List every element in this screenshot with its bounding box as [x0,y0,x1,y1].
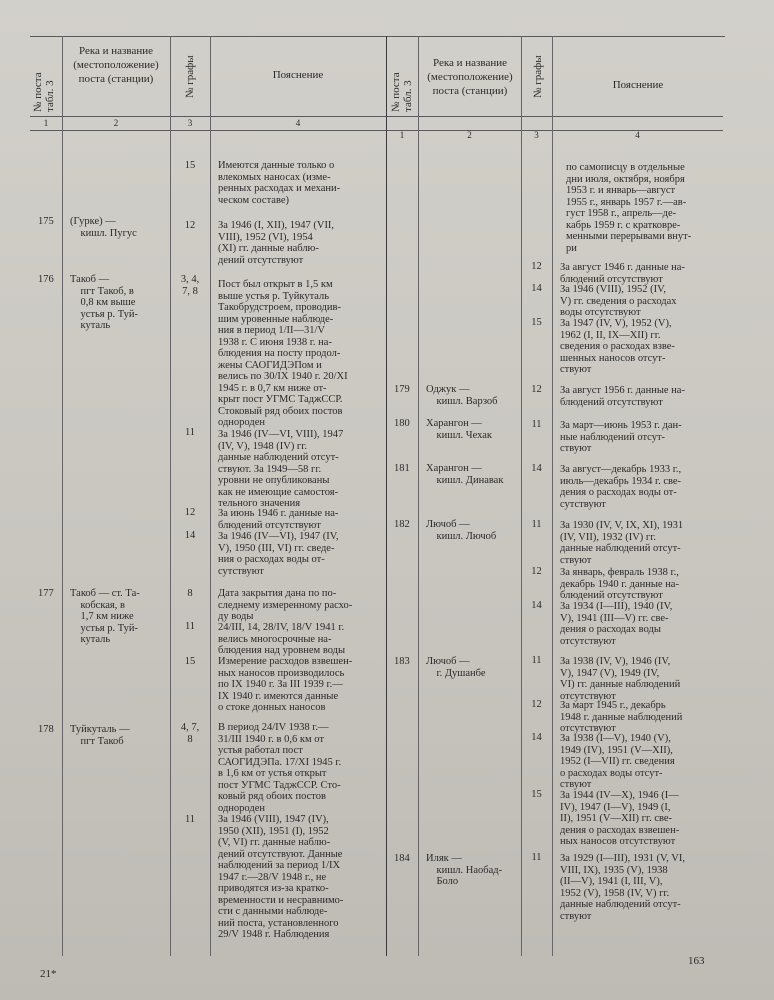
explanation-text: За 1938 (IV, V), 1946 (IV, V), 1947 (V), 1949 (IV, VI) гг. данные наблюдений отсутствуют [560,656,681,702]
column-number: 12 [531,384,542,395]
explanation-text: За 1946 (IV—VI, VIII), 1947 (IV, V), 1948 (IV) гг. данные наблюдений отсут- ствуют. За 1949—58 гг. уровни не опубликованы как не имеющие самостоя- тельного значения [218,429,344,509]
explanation-header: Пояснение [612,79,664,91]
explanation-header: Пояснение [272,69,324,81]
signature-mark: 21* [40,968,57,980]
column-number: 4, 7, 8 [180,722,200,745]
post-number: 179 [394,384,410,395]
river-station: Лючоб — кишл. Лючоб [426,519,497,542]
explanation-text: За 1934 (I—III), 1940 (IV, V), 1941 (III—V) гг. све- дения о расходах воды отсутствуют [560,601,673,647]
explanation-text: В период 24/IV 1938 г.— 31/III 1940 г. в 0,6 км от устья работал пост САОГИДЭПа. 17/XI 1945 г. в 1,6 км от устья открыт пост УГМС ТаджССР. Сто- ковый ряд обоих постов однороден [218,722,342,814]
column-number: 12 [531,261,542,272]
explanation-text: За август 1946 г. данные на- блюдений отсутствуют [560,262,685,285]
col-divider [62,36,63,956]
post-no-header: № поста табл. 3 [390,72,414,112]
column-number: 8 [187,588,193,599]
explanation-text: За 1930 (IV, V, IX, XI), 1931 (IV, VII), 1932 (IV) гг. данные наблюдений отсут- ствуют [560,520,684,566]
column-number: 12 [531,566,542,577]
post-number: 181 [394,463,410,474]
river-station: Оджук — кишл. Варзоб [426,384,498,407]
explanation-text: За 1946 (VIII), 1947 (IV), 1950 (XII), 1951 (I), 1952 (V, VI) гг. данные наблю- дений отсутствуют. Данные наблюдений за период 1/IX 1947 г.—28/V 1948 г., не приводятся из-за кратко- временности и несравнимо- сти с данными наблюде- ний поста, установленного 29/V 1948 г. Наблюдения [218,814,344,940]
explanation-text: 24/III, 14, 28/IV, 18/V 1941 г. велись многосрочные на- блюдения над уровнем воды [218,622,346,656]
explanation-text: Имеются данные только о влекомых наносах (изме- ренных расходах и механи- ческом составе) [218,160,341,206]
top-rule [30,36,725,37]
column-number: 12 [184,507,196,518]
explanation-text: За 1938 (I—V), 1940 (V), 1949 (IV), 1951 (V—XII), 1952 (I—VII) гг. сведения о расходах воды отсут- ствуют [560,733,675,790]
explanation-text: За 1946 (IV—VI), 1947 (IV, V), 1950 (III, VI) гг. сведе- ния о расходах воды от- сутствуют [218,531,339,577]
explanation-text: За 1946 (VIII), 1952 (IV, V) гг. сведения о расходах воды отсутствуют [560,284,677,318]
post-number: 177 [38,588,54,599]
col-num: 2 [467,130,472,140]
column-number: 14 [531,463,542,474]
col-divider [552,36,553,956]
column-number: 11 [184,427,196,438]
column-number: 14 [531,283,542,294]
column-number: 14 [184,530,196,541]
post-number: 176 [38,274,54,285]
river-station: Харангон — кишл. Чехак [426,418,493,441]
river-station: Такоб — пгт Такоб, в 0,8 км выше устья р. Туй- куталь [70,274,138,331]
explanation-text: Измерение расходов взвешен- ных наносов производилось по IX 1940 г. За III 1939 г.— IX 1940 г. имеются данные о стоке донных наносов [218,656,353,713]
post-number: 180 [394,418,410,429]
explanation-text: За март—июнь 1953 г. дан- ные наблюдений отсут- ствуют [560,420,682,454]
post-no-header: № поста табл. 3 [32,72,56,112]
explanation-text: За 1944 (IV—X), 1946 (I— IV), 1947 (I—V), 1949 (I, II), 1951 (V—XII) гг. све- дения о расходах взвешен- ных наносов отсутствуют [560,790,680,847]
river-header: Река и название (местоположение) поста (станции) [73,45,159,85]
column-number: 3, 4, 7, 8 [180,274,200,297]
col-divider [210,36,211,956]
header-rule [30,116,723,117]
column-number: 11 [184,621,196,632]
explanation-text: За 1929 (I—III), 1931 (V, VI, VIII, IX), 1935 (V), 1938 (II—V), 1941 (I, III, V), 1952 (V), 1958 (IV, V) гг. данные наблюдений отсут- ствуют [560,853,686,922]
river-header: Река и название (местоположение) поста (станции) [427,57,513,97]
col-num: 1 [399,130,405,140]
column-number: 12 [184,220,196,231]
col-divider [418,36,419,956]
column-number: 12 [531,699,542,710]
river-station: Такоб — ст. Та- кобская, в 1,7 км ниже устья р. Туй- куталь [70,588,140,645]
explanation-text: За август 1956 г. данные на- блюдений отсутствуют [560,385,685,408]
column-number: 15 [184,160,196,171]
river-station: Туйкуталь — пгт Такоб [70,724,130,747]
column-number: 11 [531,419,542,430]
post-number: 175 [38,216,54,227]
column-number: 11 [531,852,542,863]
column-number: 15 [184,656,196,667]
column-number: 11 [531,519,542,530]
page-number: 163 [688,955,705,967]
column-number: 15 [531,317,542,328]
column-no-header: № графы [532,55,544,98]
col-num: 2 [113,118,119,128]
col-num: 1 [43,118,49,128]
column-no-header: № графы [184,55,196,98]
col-divider [521,36,522,956]
column-number: 11 [531,655,542,666]
river-station: (Гурке) — кишл. Пугус [70,216,137,239]
explanation-text: по самописцу в отдельные дни июля, октября, ноября 1953 г. и январь—август 1955 г., январь 1957 г.—ав- густ 1958 г., апрель—де- кабрь 1959 г. с кратковре- менными перерывами внут- ри [566,162,692,254]
post-number: 178 [38,724,54,735]
explanation-text: За 1947 (IV, V), 1952 (V), 1962 (I, II, IX—XII) гг. сведения о расходах взве- шенных наносов отсут- ствуют [560,318,675,375]
col-num: 3 [187,118,193,128]
explanation-text: За январь, февраль 1938 г., декабрь 1940 г. данные на- блюдений отсутствуют [560,567,679,601]
column-number: 14 [531,732,542,743]
river-station: Лючоб — г. Душанбе [426,656,486,679]
explanation-text: За август—декабрь 1933 г., июль—декабрь 1934 г. све- дения о расходах воды от- сутствуют [560,464,682,510]
explanation-text: Пост был открыт в 1,5 км выше устья р. Туйкуталь Такобрудстроем, проводив- шим уровенные наблюде- ния в период 1/II—31/V 1938 г. С июня 1938 г. на- блюдения на посту продол- жены САОГИДЭПом и велись по 30/IX 1940 г. 20/XI 1945 г. в 0,7 км ниже от- крыт пост УГМС ТаджССР. Стоковый ряд обоих постов однороден [218,279,348,428]
post-number: 183 [394,656,410,667]
post-number: 184 [394,853,410,864]
explanation-text: Дата закрытия дана по по- следнему измеренному расхо- ду воды [218,588,353,622]
explanation-text: За июнь 1946 г. данные на- блюдений отсутствуют [218,508,339,531]
post-number: 182 [394,519,410,530]
col-num: 4 [295,118,301,128]
col-num: 4 [635,130,640,140]
column-number: 11 [184,814,196,825]
river-station: Иляк — кишл. Наобад- Боло [426,853,503,887]
explanation-text: За март 1945 г., декабрь 1948 г. данные наблюдений отсутствуют [560,700,683,734]
center-divider [386,36,387,956]
explanation-text: За 1946 (I, XII), 1947 (VII, VIII), 1952 (VI), 1954 (XI) гг. данные наблю- дений отсутствуют [218,220,335,266]
column-number: 15 [531,789,542,800]
river-station: Харангон — кишл. Динавак [426,463,504,486]
column-number: 14 [531,600,542,611]
col-num: 3 [534,130,539,140]
